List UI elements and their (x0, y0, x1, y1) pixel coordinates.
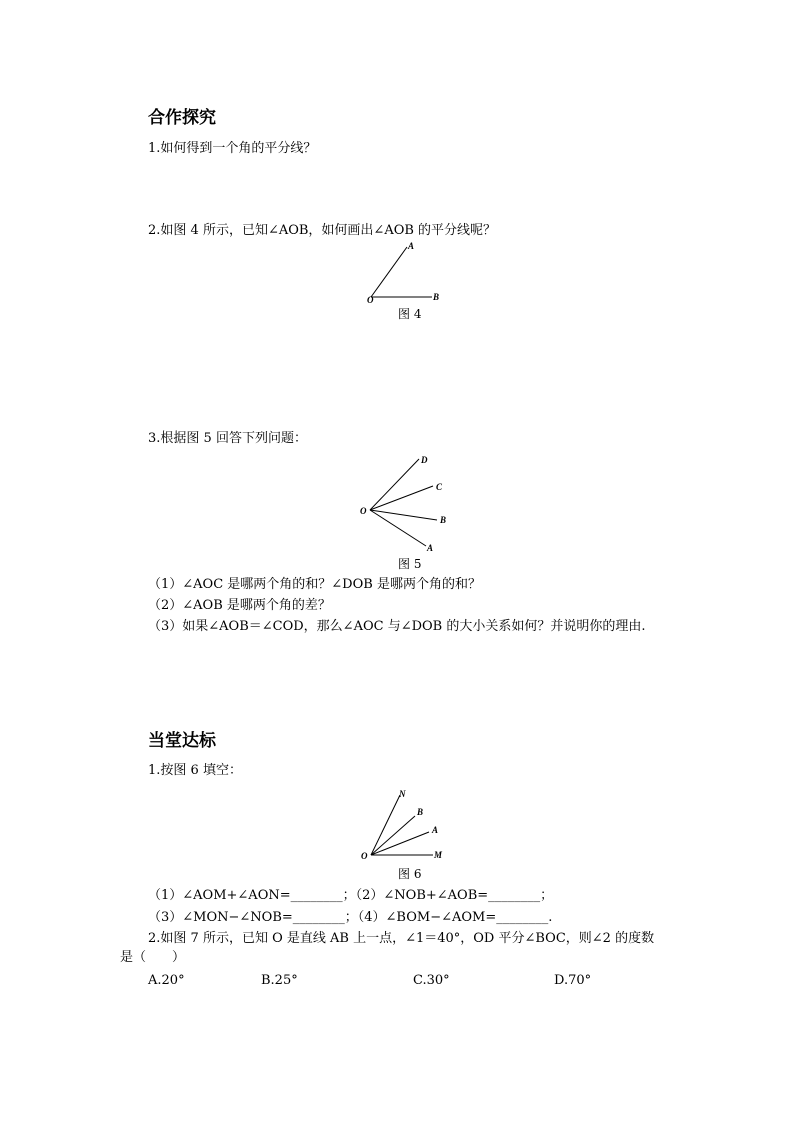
ray-od (370, 459, 419, 510)
label-b: B (440, 515, 447, 525)
question-3: 3.根据图 5 回答下列问题： (148, 431, 307, 446)
ray-ob (370, 510, 437, 520)
exercise-1: 1.按图 6 填空： (148, 763, 242, 778)
figure-5-diagram (355, 450, 455, 555)
option-a: A.20° (148, 973, 185, 988)
label-o: O (367, 295, 374, 305)
figure-4-diagram (360, 240, 450, 310)
ray-oc (370, 486, 433, 510)
question-3-sub-2: （2）∠AOB 是哪两个角的差？ (148, 598, 331, 613)
figure-6-caption: 图 6 (398, 867, 422, 881)
label-a: A (432, 825, 439, 835)
label-n: N (399, 789, 406, 799)
ray-ob (371, 816, 415, 855)
exercise-1-line-2: （3）∠MON−∠NOB=________；（4）∠BOM−∠AOM=________. (148, 910, 553, 925)
ray-oa (370, 510, 426, 546)
label-d: D (421, 455, 428, 465)
label-o: O (360, 506, 367, 516)
section-title-classroom-check: 当堂达标 (148, 731, 216, 751)
option-d: D.70° (554, 973, 592, 988)
exercise-1-line-1: （1）∠AOM+∠AON=________；（2）∠NOB+∠AOB=________； (148, 888, 554, 903)
question-3-sub-3: （3）如果∠AOB＝∠COD，那么∠AOC 与∠DOB 的大小关系如何？并说明你的理由. (148, 619, 646, 634)
figure-5-caption: 图 5 (398, 557, 422, 571)
exercise-2-line-2: 是（ ） (120, 950, 186, 965)
label-b: B (433, 292, 440, 302)
figure-6-diagram (358, 785, 453, 865)
label-m: M (434, 850, 443, 860)
label-a: A (427, 543, 434, 553)
option-b: B.25° (261, 973, 298, 988)
exercise-2-line-1: 2.如图 7 所示，已知 O 是直线 AB 上一点，∠1＝40°，OD 平分∠BOC，则∠2 的度数 (148, 931, 655, 946)
option-c: C.30° (413, 973, 450, 988)
figure-4-caption: 图 4 (398, 307, 422, 321)
label-b: B (417, 807, 424, 817)
label-o: O (361, 851, 368, 861)
label-a: A (408, 241, 415, 251)
ray-on (371, 795, 400, 855)
ray-oa (371, 832, 429, 855)
section-title-cooperative-inquiry: 合作探究 (148, 108, 216, 128)
ray-oa (371, 247, 407, 297)
question-3-sub-1: （1）∠AOC 是哪两个角的和？∠DOB 是哪两个角的和？ (148, 577, 481, 592)
question-1: 1.如何得到一个角的平分线？ (148, 141, 317, 156)
question-2: 2.如图 4 所示，已知∠AOB，如何画出∠AOB 的平分线呢？ (148, 223, 497, 238)
label-c: C (436, 482, 443, 492)
